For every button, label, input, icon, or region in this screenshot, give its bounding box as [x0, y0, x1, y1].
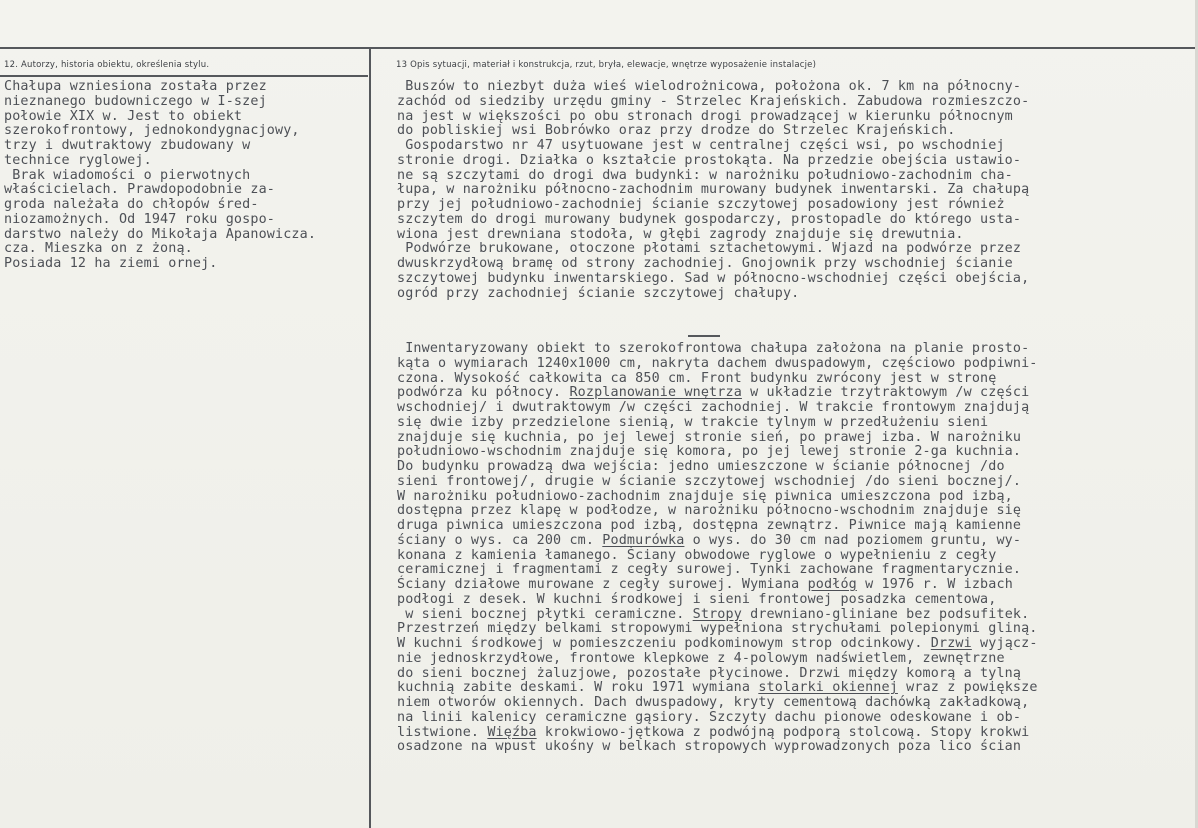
left-line: nieznanego budowniczego w I-szej — [4, 93, 267, 109]
text-segment: czona. Wysokość całkowita ca 850 cm. Front budynku zwrócony jest w stronę — [397, 370, 997, 386]
right-top-line: na jest w większości po obu stronach drogi prowadzącej w kierunku północnym — [397, 108, 1013, 124]
column-divider — [369, 47, 371, 828]
text-segment: podwórza ku północy. — [397, 385, 570, 401]
right-bottom-line — [397, 563, 1038, 578]
text-segment: wschodniej/ i dwutraktowym /w części zachodniej. W trakcie frontowym znajdują — [397, 400, 1030, 415]
right-top-line: szczytowej budynku inwentarskiego. Sad w północno-wschodniej części obejścia, — [397, 270, 1030, 286]
text-segment: W kuchni środkowej w pomieszczeniu podkominowym strop odcinkowy. — [397, 636, 931, 651]
right-top-line: stronie drogi. Działka o kształcie prostokąta. Na przedzie obejścia ustawio- — [397, 152, 1022, 168]
text-segment: osadzone na wpust ukośny w belkach stropowych wyprowadzonych poza lico ścian — [397, 739, 1022, 755]
text-segment: drewniano-gliniane bez podsufitek. — [741, 606, 1030, 622]
left-header-rule — [0, 75, 368, 77]
right-top-line: ne są szczytami do drogi dwa budynki: w narożniku południowo-zachodnim cha- — [397, 167, 1013, 183]
right-bottom-line — [397, 401, 1038, 416]
text-segment: kuchnią zabite deskami. W roku 1971 wymiana — [397, 680, 759, 696]
right-bottom-line — [397, 578, 1038, 593]
right-bottom-line — [397, 357, 1038, 372]
header-authors-history: 12. Autorzy, historia obiektu, określenia stylu. — [4, 60, 210, 70]
text-segment: kąta o wymiarach 1240x1000 cm, nakryta dachem dwuspadowym, częściowo podpiwni- — [397, 355, 1038, 371]
left-line: groda należała do chłopów śred- — [4, 197, 259, 212]
text-segment: w układzie trzytraktowym /w części — [741, 385, 1030, 401]
text-segment: w 1976 r. W izbach — [856, 577, 1013, 592]
right-column-building-description — [397, 342, 1038, 755]
right-top-line: Podwórze brukowane, otoczone płotami sztachetowymi. Wjazd na podwórze przez — [397, 241, 1022, 257]
text-segment: podłogi z desek. W kuchni środkowej i sieni frontowej posadzka cementowa, — [397, 591, 997, 607]
left-line: Chałupa wzniesiona została przez — [4, 79, 267, 94]
right-top-line: Gospodarstwo nr 47 usytuowane jest w centralnej części wsi, po wschodniej — [397, 138, 1005, 153]
right-bottom-line — [397, 667, 1038, 682]
text-segment: wraz z powiększe — [897, 680, 1038, 696]
right-top-line: Buszów to niezbyt duża wieś wielodrożnicowa, położona ok. 7 km na północny- — [397, 79, 1022, 94]
text-segment: w sieni bocznej płytki ceramiczne. — [397, 606, 693, 622]
top-rule — [0, 47, 1198, 49]
underlined-term: Drzwi — [930, 636, 972, 651]
text-segment: Przestrzeń między belkami stropowymi wypełniona strychułami polepionymi gliną. — [397, 621, 1038, 637]
right-bottom-line — [397, 681, 1038, 696]
right-top-line: przy jej południowo-zachodniej ścianie szczytowej posadowiony jest również — [397, 197, 1005, 212]
right-top-line: zachód od siedziby urzędu gminy - Strzelec Krajeńskich. Zabudowa rozmieszczo- — [397, 93, 1030, 109]
right-top-line: ogród przy zachodniej ścianie szczytowej chałupy. — [397, 285, 800, 301]
right-bottom-line — [397, 386, 1038, 401]
right-bottom-line — [397, 534, 1038, 549]
text-segment: sieni frontowej/, drugie w ścianie szczytowej wschodniej /do sieni bocznej/. — [397, 473, 1022, 489]
text-segment: listwione. — [397, 724, 488, 740]
text-segment: niem otworów okiennych. Dach dwuspadowy, kryty cementową dachówką zakładkową, — [397, 695, 1030, 710]
text-segment: na linii kalenicy ceramiczne gąsiory. Szczyty dachu pionowe odeskowane i ob- — [397, 709, 1022, 725]
right-bottom-line — [397, 637, 1038, 652]
right-top-line: do pobliskiej wsi Bobrówko oraz przy drodze do Strzelec Krajeńskich. — [397, 123, 956, 139]
underlined-term: podłóg — [807, 577, 857, 592]
text-segment: druga piwnica umieszczona pod izbą, dostępna zewnątrz. Piwnice mają kamienne — [397, 518, 1022, 533]
right-bottom-line — [397, 519, 1038, 534]
text-segment: znajduje się kuchnia, po jej lewej stronie sień, po prawej izba. W narożniku — [397, 429, 1022, 445]
text-segment: do sieni bocznej żaluzjowe, pozostałe płycinowe. Drzwi między komorą a tylną — [397, 665, 1022, 681]
left-line: połowie XIX w. Jest to obiekt — [4, 108, 243, 124]
text-segment: konana z kamienia łamanego. Ściany obwodowe ryglowe o wypełnieniu z cegły — [397, 547, 997, 563]
underlined-term: Stropy — [692, 606, 742, 622]
right-top-line: wiona jest drewniana stodoła, w głębi zagrody znajduje się drewutnia. — [397, 226, 964, 242]
left-line: niozamożnych. Od 1947 roku gospo- — [4, 211, 275, 227]
left-line: cza. Mieszka on z żoną. — [4, 241, 193, 257]
text-segment: o wys. do 30 cm nad poziomem gruntu, wy- — [684, 532, 1022, 548]
text-segment: się dwie izby przedzielone sienią, w trakcie tylnym w przedłużeniu sieni — [397, 414, 989, 430]
underlined-term: stolarki okiennej — [758, 680, 898, 696]
underlined-term: Więźba — [487, 724, 537, 740]
right-top-line: dwuskrzydłową bramę od strony zachodniej. Gnojownik przy wschodniej ścianie — [397, 256, 1013, 271]
right-bottom-line — [397, 549, 1038, 564]
header-description: 13 Opis sytuacji, materiał i konstrukcja, rzut, bryła, elewacje, wnętrze wyposażenie instalacje) — [396, 60, 817, 70]
text-segment: W narożniku południowo-zachodnim znajduje się piwnica umieszczona pod izbą, — [397, 488, 1013, 504]
right-top-line: łupa, w narożniku północno-zachodnim murowany budynek inwentarski. Za chałupą — [397, 182, 1030, 198]
left-line: Brak wiadomości o pierwotnych — [4, 167, 251, 183]
right-bottom-line — [397, 652, 1038, 667]
text-segment: krokwiowo-jętkowa z podwójną podporą stolcową. Stopy krokwi — [536, 724, 1030, 740]
right-top-line: szczytem do drogi murowany budynek gospodarczy, prostopadle do którego usta- — [397, 211, 1022, 227]
right-bottom-line — [397, 740, 1038, 755]
text-segment: ściany o wys. ca 200 cm. — [397, 532, 603, 548]
right-bottom-line — [397, 711, 1038, 726]
text-segment: Do budynku prowadzą dwa wejścia: jedno umieszczone w ścianie północnej /do — [397, 459, 1005, 474]
right-column-site-description — [397, 80, 1029, 301]
underlined-term: Rozplanowanie wnętrza — [569, 385, 742, 401]
left-line: szerokofrontowy, jednokondygnacjowy, — [4, 123, 300, 139]
left-line: technice ryglowej. — [4, 152, 152, 168]
text-segment: Ściany działowe murowane z cegły surowej. Wymiana — [397, 577, 808, 592]
right-bottom-line — [397, 445, 1038, 460]
text-segment: dostępna przez klapę w podłodze, w narożniku północno-wschodnim znajduje się — [397, 503, 1022, 519]
right-bottom-line — [397, 416, 1038, 431]
text-segment: nie jednoskrzydłowe, frontowe klepkowe z 4-polowym nadświetlem, zewnętrzne — [397, 650, 1005, 666]
right-bottom-line — [397, 504, 1038, 519]
right-bottom-line — [397, 342, 1038, 357]
text-segment: ceramicznej i fragmentami z cegły surowej. Tynki zachowane fragmentarycznie. — [397, 562, 1022, 578]
left-line: Posiada 12 ha ziemi ornej. — [4, 256, 218, 271]
left-line: darstwo należy do Mikołaja Apanowicza. — [4, 226, 317, 242]
right-bottom-line — [397, 431, 1038, 446]
left-column-text — [4, 80, 316, 272]
right-bottom-line — [397, 593, 1038, 608]
underlined-term: Podmurówka — [602, 532, 685, 548]
right-bottom-line — [397, 696, 1038, 711]
text-segment: południowo-wschodnim znajduje się komora, po jej lewej stronie 2-ga kuchnia. — [397, 444, 1022, 460]
left-line: trzy i dwutraktowy zbudowany w — [4, 138, 251, 153]
text-segment: wyjącz- — [971, 636, 1038, 651]
right-bottom-line — [397, 475, 1038, 490]
right-bottom-line — [397, 460, 1038, 475]
right-bottom-line — [397, 622, 1038, 637]
text-segment: Inwentaryzowany obiekt to szerokofrontowa chałupa założona na planie prosto- — [397, 341, 1030, 356]
section-divider — [688, 335, 720, 337]
left-line: właścicielach. Prawdopodobnie za- — [4, 182, 275, 198]
